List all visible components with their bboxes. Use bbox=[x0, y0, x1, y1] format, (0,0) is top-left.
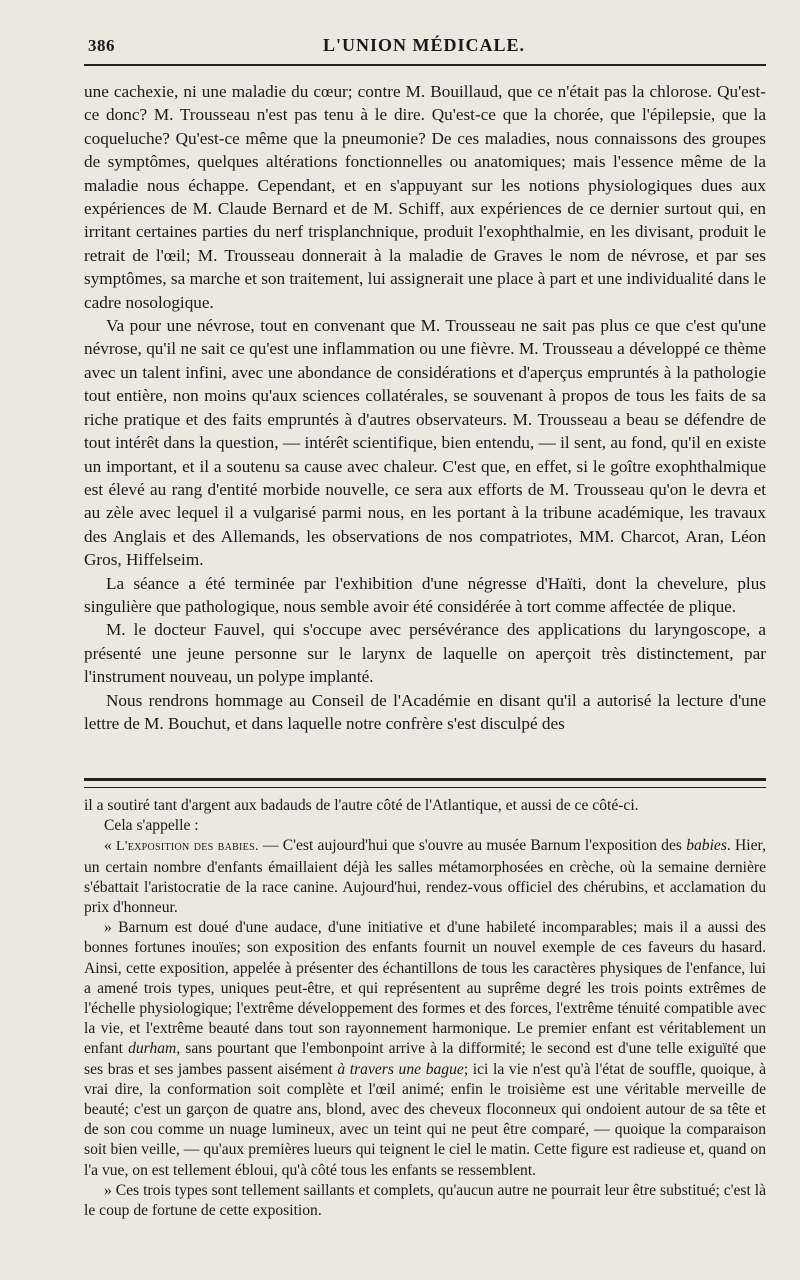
feuilleton-separator bbox=[84, 778, 766, 788]
journal-title: L'UNION MÉDICALE. bbox=[322, 35, 526, 55]
italic-term: durham bbox=[128, 1040, 177, 1058]
feuilleton-paragraph: » Ces trois types sont tellement saillants et complets, qu'aucun autre ne pourrait leur être substitué; c'est là le coup de fortune de cette exposition. bbox=[84, 1181, 766, 1220]
text-run: ; ici la vie n'est qu'à l'état de souffle, quoique, à vrai dire, la conformation soit complète et l'œil animé; enfin le troisième est une véritable merveille de beauté; c'est un garçon de quatre ans, blond, avec des cheveux floconneux qui ondoient autour de sa tête et de son cou comme un nuage lumineux, avec un teint qui ne peut être comparé, — quoique la comparaison soit bien veille, — qu'aux premières lueurs qui teignent le ciel le matin. Cette figure est radieuse et, quand on l'a vue, on est tellement ébloui, qu'à côté tous les enfants se ressemblent. bbox=[84, 1060, 767, 1179]
main-paragraph: M. le docteur Fauvel, qui s'occupe avec persévérance des applications du laryngoscope, a présenté une jeune personne sur le larynx de laquelle on aperçoit très distinctement, par l'instrument nouveau, un polype implanté. bbox=[84, 620, 766, 687]
feuilleton-paragraph bbox=[84, 918, 766, 1181]
main-text bbox=[84, 80, 766, 735]
text-run: . Hier, un certain nombre d'enfants émaillaient déjà les salles métamorphosées en crèche, où la semaine dernière s'ébattait l'aristocratie de la race canine. Aujourd'hui, rendez-vous officiel des chérubins, et acclamation du prix d'honneur. bbox=[84, 837, 766, 917]
page-number: 386 bbox=[88, 36, 115, 55]
exposition-heading: L'exposition des babies. bbox=[116, 839, 259, 855]
main-paragraph: Nous rendrons hommage au Conseil de l'Académie en disant qu'il a autorisé la lecture d'une lettre de M. Bouchut, et dans laquelle notre confrère s'est disculpé des bbox=[84, 690, 766, 733]
quote-open: « bbox=[104, 837, 117, 855]
italic-term: babies bbox=[686, 837, 727, 855]
feuilleton-paragraph bbox=[84, 836, 766, 918]
text-run: » Barnum est doué d'une audace, d'une initiative et d'une habileté incomparables; mais il a aussi des bonnes fortunes inouïes; son exposition des enfants fournit un nouvel exemple de ces faveurs du hasard. Ainsi, cette exposition, appelée à présenter des échantillons de tous les caractères physiques de l'enfance, lui a amené trois types, uniques peut-être, et qui représentent au suprême degré les trois points extrêmes de l'échelle physiologique; l'extrême développement des formes et des forces, l'extrême ténuité compatible avec la vie, et l'extrême beauté dans tout son rayonnement harmonique. Le premier enfant est véritablement un enfant bbox=[84, 919, 766, 1058]
main-paragraph: une cachexie, ni une maladie du cœur; contre M. Bouillaud, que ce n'était pas la chlorose. Qu'est-ce donc? M. Trousseau n'est pas tenu à le dire. Qu'est-ce que la chorée, que l'épilepsie, que la coqueluche? Qu'est-ce même que la pneumonie? De ces maladies, nous connaissons des groupes de symptômes, quelques altérations fonctionnelles ou anatomiques; mais l'essence même de la maladie nous échappe. Cependant, et en s'appuyant sur les notions physiologiques dues aux expériences de M. Claude Bernard et de M. Schiff, aux expériences de ce dernier surtout qui, en irritant certaines parties du nerf trisplanchnique, produit l'exophthalmie, en les divisant, produit le retrait de l'œil; M. Trousseau donnerait à la maladie de Graves le nom de névrose, et par ses symptômes, sa marche et son traitement, lui assignerait une place à part et une individualité dans le cadre nosologique. bbox=[84, 82, 766, 312]
italic-term: à travers une bague bbox=[337, 1060, 464, 1078]
main-paragraph: La séance a été terminée par l'exhibition d'une négresse d'Haïti, dont la chevelure, plus singulière que pathologique, nous semble avoir été considérée à tort comme affectée de plique. bbox=[84, 573, 766, 616]
feuilleton-cela: Cela s'appelle : bbox=[104, 817, 199, 835]
feuilleton-text bbox=[84, 796, 766, 1221]
main-paragraph: Va pour une névrose, tout en convenant que M. Trousseau ne sait pas plus ce que c'est qu'une névrose, qu'il ne sait ce qu'est une inflammation ou une fièvre. M. Trousseau a développé ce thème avec un talent infini, avec une abondance de considérations et d'aperçus empruntés à la pathologie tout entière, non moins qu'aux sciences collatérales, se souvenant à propos de tous les faits de sa riche pratique et des faits empruntés à d'autres observateurs. M. Trousseau a beau se défendre de tout intérêt dans la question, — intérêt scientifique, bien entendu, — il sent, au fond, qu'il en existe un important, et il a soutenu sa cause avec chaleur. C'est que, en effet, si le goître exophthalmique est élevé au rang d'entité morbide nouvelle, ce sera aux efforts de M. Trousseau qu'on le devra et au zèle avec lequel il a vulgarisé parmi nous, en les portant à la tribune académique, les travaux des Anglais et des Allemands, les observations de nos compatriotes, MM. Charcot, Aran, Léon Gros, Hiffelseim. bbox=[84, 316, 766, 570]
text-run: — C'est aujourd'hui que s'ouvre au musée Barnum l'exposition des bbox=[258, 837, 687, 855]
feuilleton-intro: il a soutiré tant d'argent aux badauds de l'autre côté de l'Atlantique, et aussi de ce côté-ci. bbox=[84, 797, 639, 814]
header-rule bbox=[84, 64, 766, 66]
text-run: , sans pourtant que l'embonpoint arrive à la difformité; le second est d'une telle exiguïté que ses bras et ses jambes passent aisément bbox=[84, 1040, 766, 1078]
page-header bbox=[84, 30, 764, 60]
